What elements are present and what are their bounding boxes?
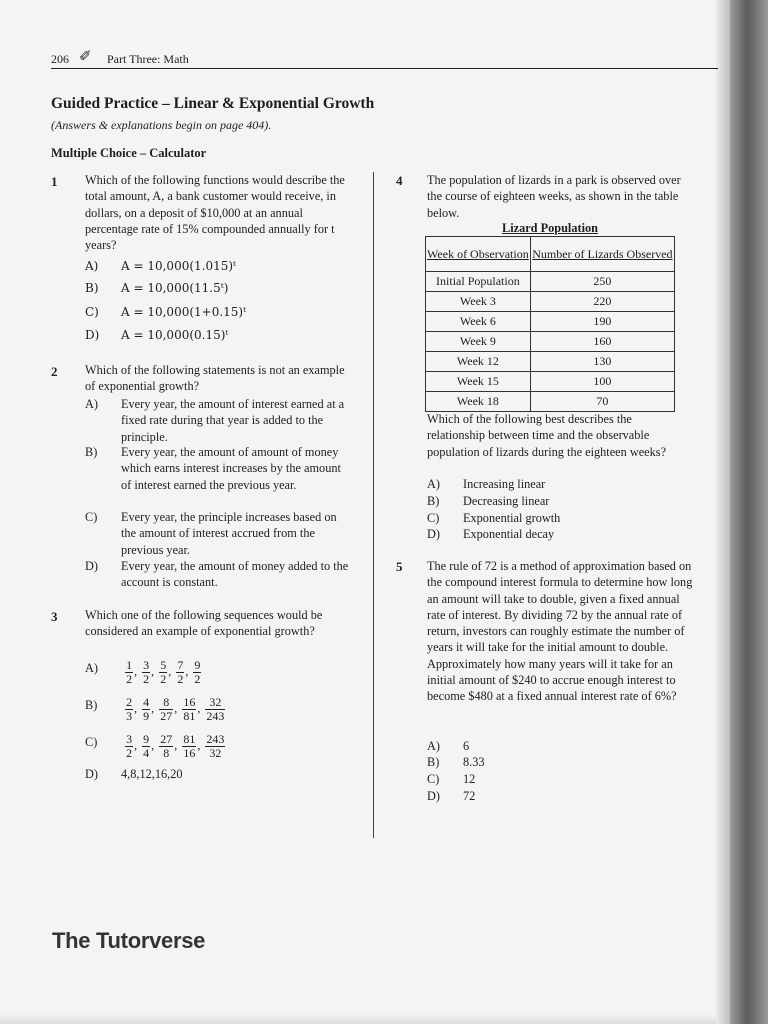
option-letter: C) bbox=[427, 772, 440, 786]
page-title: Guided Practice – Linear & Exponential Growth bbox=[51, 95, 375, 112]
option-letter: A) bbox=[85, 259, 99, 273]
question-text: The rule of 72 is a method of approximation based on the compound interest formula to determine how long an amount will take to double, given a fixed annual rate of interest. By dividing 72 by the annual rate of return, investors can roughly estimate the number of years it will take for the initial amount to double. Approximately how many years will it take for an initial amount of $240 to accrue enough interest to become $480 at a fixed annual interest rate of 6%? bbox=[427, 559, 693, 704]
option-text: 72 bbox=[463, 789, 476, 803]
fraction: $\frac{243}{32}$ bbox=[206, 732, 225, 760]
answer-option bbox=[85, 659, 202, 686]
table-header-cell: Week of Observation bbox=[426, 237, 531, 272]
page-subtitle: (Answers & explanations begin on page 404). bbox=[51, 118, 272, 132]
table-cell: Initial Population bbox=[426, 272, 531, 292]
option-letter: D) bbox=[427, 527, 440, 541]
answer-option bbox=[85, 280, 228, 296]
option-text: Increasing linear bbox=[463, 477, 546, 491]
option-letter: A) bbox=[427, 477, 440, 491]
option-text: A = 10,000(11.5ᵗ) bbox=[121, 281, 229, 295]
option-text: Every year, the amount of amount of money which earns interest increases by the amount of interest earned the previous year. bbox=[121, 445, 341, 492]
table-cell: Week 15 bbox=[426, 372, 531, 392]
table-row bbox=[426, 312, 675, 332]
table-cell: Week 9 bbox=[426, 332, 531, 352]
answer-option bbox=[85, 696, 226, 723]
option-letter: B) bbox=[427, 494, 440, 508]
fraction: $\frac{4}{9}$ bbox=[143, 695, 150, 723]
option-letter: B) bbox=[85, 445, 98, 459]
table-row bbox=[426, 292, 675, 312]
fraction: $\frac{7}{2}$ bbox=[177, 658, 184, 686]
question-text: Which of the following functions would describe the total amount, A, a bank customer would receive, in dollars, on a deposit of $10,000 at an annual percentage rate of 15% compounded annually for t years? bbox=[85, 173, 345, 253]
question-text: Which one of the following sequences would be considered an example of exponential growth? bbox=[85, 608, 323, 639]
question-text: The population of lizards in a park is observed over the course of eighteen weeks, as shown in the table below. bbox=[427, 173, 681, 220]
option-text: 6 bbox=[463, 739, 470, 753]
option-letter: B) bbox=[85, 281, 99, 295]
table-row bbox=[426, 332, 675, 352]
fraction: $\frac{32}{243}$ bbox=[206, 695, 225, 723]
fraction: $\frac{27}{8}$ bbox=[160, 732, 173, 760]
lizard-population-table bbox=[425, 236, 675, 412]
fraction: $\frac{3}{2}$ bbox=[126, 732, 133, 760]
section-heading: Multiple Choice – Calculator bbox=[51, 146, 207, 160]
question-number: 3 bbox=[51, 609, 58, 624]
runner-logo-icon: ✐ bbox=[79, 49, 92, 65]
option-text: Exponential growth bbox=[463, 511, 561, 525]
table-caption: Lizard Population bbox=[502, 221, 598, 235]
fraction: $\frac{9}{2}$ bbox=[194, 658, 201, 686]
option-letter: B) bbox=[427, 755, 440, 769]
option-letter: D) bbox=[427, 789, 440, 803]
option-letter: C) bbox=[427, 511, 440, 525]
option-text: 4,8,12,16,20 bbox=[121, 767, 183, 781]
table-cell: 70 bbox=[530, 392, 674, 412]
option-letter: A) bbox=[85, 661, 98, 676]
answer-option bbox=[85, 558, 350, 591]
column-divider bbox=[373, 172, 374, 838]
option-letter: C) bbox=[85, 735, 98, 750]
fraction-sequence: $\frac{1}{2}$ , $\frac{3}{2}$ , $\frac{5}{2}$ , $\frac{7}{2}$ , $\frac{9}{2}$ bbox=[126, 658, 201, 686]
fraction: $\frac{3}{2}$ bbox=[143, 658, 150, 686]
fraction-sequence: $\frac{2}{3}$ , $\frac{4}{9}$ , $\frac{8}{27}$ , $\frac{16}{81}$ , $\frac{32}{243}$ bbox=[126, 695, 225, 723]
option-letter: C) bbox=[85, 510, 98, 524]
answer-option bbox=[427, 526, 554, 542]
table-row bbox=[426, 352, 675, 372]
question-number: 1 bbox=[51, 174, 58, 189]
answer-option bbox=[427, 738, 469, 754]
answer-option bbox=[427, 788, 475, 804]
question-number: 2 bbox=[51, 364, 58, 379]
part-title: Part Three: Math bbox=[107, 52, 189, 66]
option-letter: D) bbox=[85, 328, 100, 342]
table-header-row bbox=[426, 237, 675, 272]
question-text: Which of the following statements is not an example of exponential growth? bbox=[85, 363, 345, 394]
table-cell: Week 12 bbox=[426, 352, 531, 372]
answer-option bbox=[85, 304, 246, 320]
question-number: 5 bbox=[396, 559, 403, 574]
option-text: 12 bbox=[463, 772, 476, 786]
option-letter: D) bbox=[85, 767, 98, 781]
answer-option bbox=[85, 509, 350, 558]
table-cell: Week 18 bbox=[426, 392, 531, 412]
option-letter: C) bbox=[85, 305, 99, 319]
answer-option bbox=[85, 733, 226, 760]
fraction: $\frac{16}{81}$ bbox=[183, 695, 196, 723]
answer-option bbox=[85, 444, 350, 493]
fraction-sequence: $\frac{3}{2}$ , $\frac{9}{4}$ , $\frac{27}{8}$ , $\frac{81}{16}$ , $\frac{243}{32}$ bbox=[126, 732, 225, 760]
fraction: $\frac{81}{16}$ bbox=[183, 732, 196, 760]
table-cell: Week 6 bbox=[426, 312, 531, 332]
option-text: Every year, the amount of interest earned at a fixed rate during that year is added to the principle. bbox=[121, 397, 345, 444]
option-letter: D) bbox=[85, 559, 98, 573]
option-text: Every year, the principle increases based on the amount of interest accrued from the previous year. bbox=[121, 510, 337, 557]
option-text: Decreasing linear bbox=[463, 494, 550, 508]
option-letter: B) bbox=[85, 698, 98, 713]
option-text: Every year, the amount of money added to the account is constant. bbox=[121, 559, 349, 590]
answer-option bbox=[85, 327, 228, 343]
table-cell: 250 bbox=[530, 272, 674, 292]
table-cell: 160 bbox=[530, 332, 674, 352]
running-header bbox=[51, 50, 718, 69]
table-cell: 220 bbox=[530, 292, 674, 312]
answer-option bbox=[427, 493, 549, 509]
answer-option bbox=[85, 396, 350, 445]
table-cell: 190 bbox=[530, 312, 674, 332]
option-text: 8.33 bbox=[463, 755, 485, 769]
publisher-logo: The Tutorverse bbox=[52, 928, 206, 953]
table-row bbox=[426, 372, 675, 392]
option-text: A = 10,000(1.015)ᵗ bbox=[121, 259, 237, 273]
page-number: 206 bbox=[51, 52, 69, 66]
table-cell: 130 bbox=[530, 352, 674, 372]
fraction: $\frac{5}{2}$ bbox=[160, 658, 167, 686]
table-header-cell: Number of Lizards Observed bbox=[530, 237, 674, 272]
option-letter: A) bbox=[427, 739, 440, 753]
fraction: $\frac{9}{4}$ bbox=[143, 732, 150, 760]
table-row bbox=[426, 272, 675, 292]
table-cell: Week 3 bbox=[426, 292, 531, 312]
fraction: $\frac{8}{27}$ bbox=[160, 695, 173, 723]
fraction: $\frac{2}{3}$ bbox=[126, 695, 133, 723]
option-text: A = 10,000(1+0.15)ᵗ bbox=[121, 305, 247, 319]
fraction: $\frac{1}{2}$ bbox=[126, 658, 133, 686]
answer-option bbox=[427, 771, 475, 787]
table-cell: 100 bbox=[530, 372, 674, 392]
option-letter: A) bbox=[85, 397, 98, 411]
table-row bbox=[426, 392, 675, 412]
option-text: A = 10,000(0.15)ᵗ bbox=[121, 328, 229, 342]
answer-option bbox=[427, 476, 545, 492]
answer-option bbox=[427, 510, 560, 526]
page-bottom-edge bbox=[0, 1014, 716, 1024]
option-text: Exponential decay bbox=[463, 527, 555, 541]
question-followup: Which of the following best describes the relationship between time and the observable population of lizards during the eighteen weeks? bbox=[427, 412, 667, 459]
answer-option bbox=[427, 754, 485, 770]
page-curl bbox=[716, 0, 730, 1024]
answer-option bbox=[85, 766, 182, 782]
answer-option bbox=[85, 258, 236, 274]
question-number: 4 bbox=[396, 173, 403, 188]
